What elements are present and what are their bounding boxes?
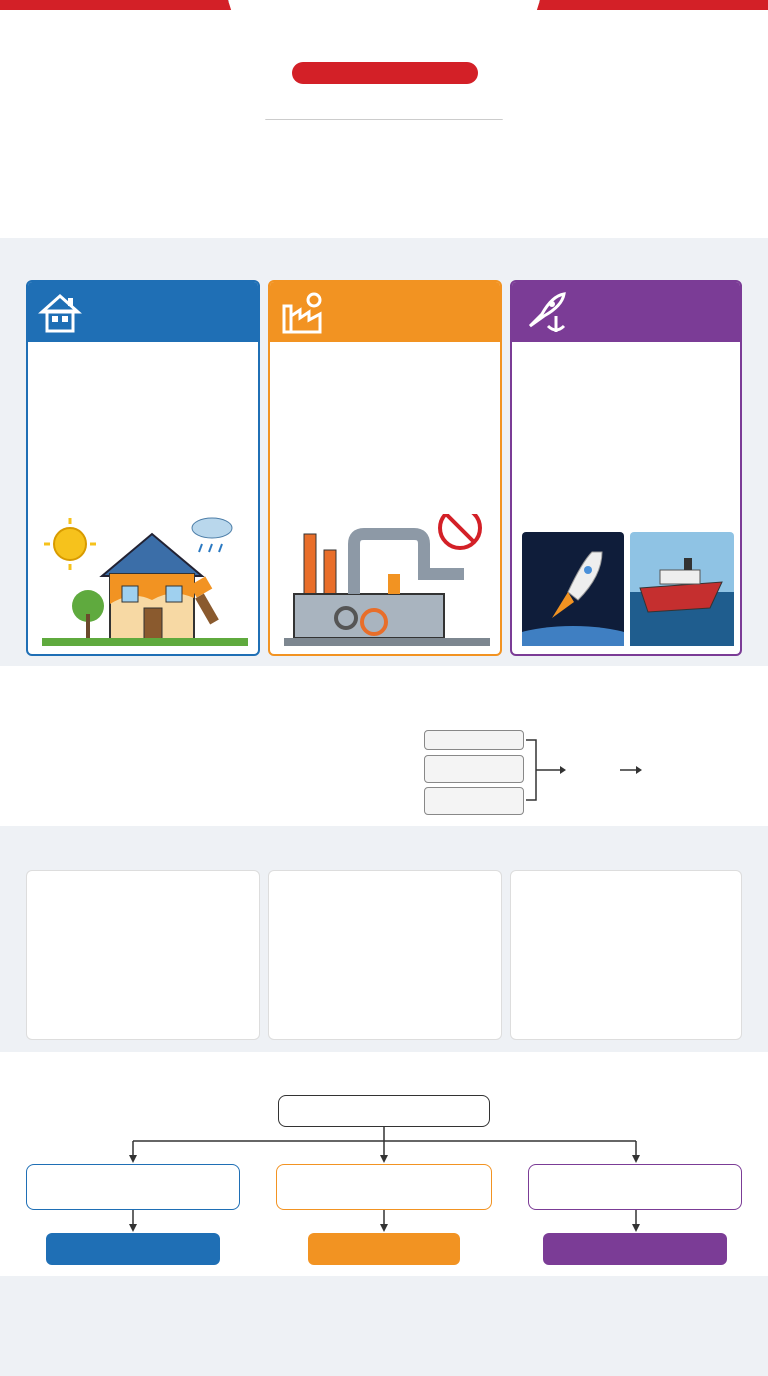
chart-performance-cost	[27, 871, 261, 1041]
factory-gear-icon	[280, 290, 326, 334]
house-illustration	[42, 514, 248, 646]
panel-generality-specificity	[510, 870, 742, 1040]
ship-image	[630, 532, 734, 646]
card-architectural	[26, 280, 260, 656]
bracket-arrow-icon	[524, 738, 566, 802]
flow-root	[278, 1095, 490, 1127]
arrow-right-icon	[620, 764, 642, 776]
card-special-purpose	[510, 280, 742, 656]
panel-application-complexity	[268, 870, 502, 1040]
flow-down-arrows	[0, 1210, 768, 1232]
flow-connectors	[0, 1127, 768, 1167]
card-architectural-header	[28, 282, 258, 342]
result-architectural	[46, 1233, 220, 1265]
sputter-deposition-box	[424, 755, 524, 783]
rocket-anchor-icon	[522, 290, 568, 334]
logo-tab	[228, 0, 540, 120]
chart-generality-specificity	[511, 871, 743, 1041]
brand-tagline	[292, 62, 478, 84]
chart-application-complexity	[269, 871, 503, 1041]
question-industrial	[276, 1164, 492, 1210]
card-special-header	[512, 282, 740, 342]
pvd-methods-box	[424, 730, 524, 750]
card-industrial	[268, 280, 502, 656]
question-architectural	[26, 1164, 240, 1210]
result-industrial	[308, 1233, 460, 1265]
factory-illustration	[284, 514, 490, 646]
card-industrial-header	[270, 282, 500, 342]
house-brush-icon	[38, 290, 84, 334]
panel-performance-cost	[26, 870, 260, 1040]
arc-vapor-box	[424, 787, 524, 815]
result-special	[543, 1233, 727, 1265]
footer-band	[0, 1276, 768, 1376]
rocket-image	[522, 532, 624, 646]
question-special	[528, 1164, 742, 1210]
